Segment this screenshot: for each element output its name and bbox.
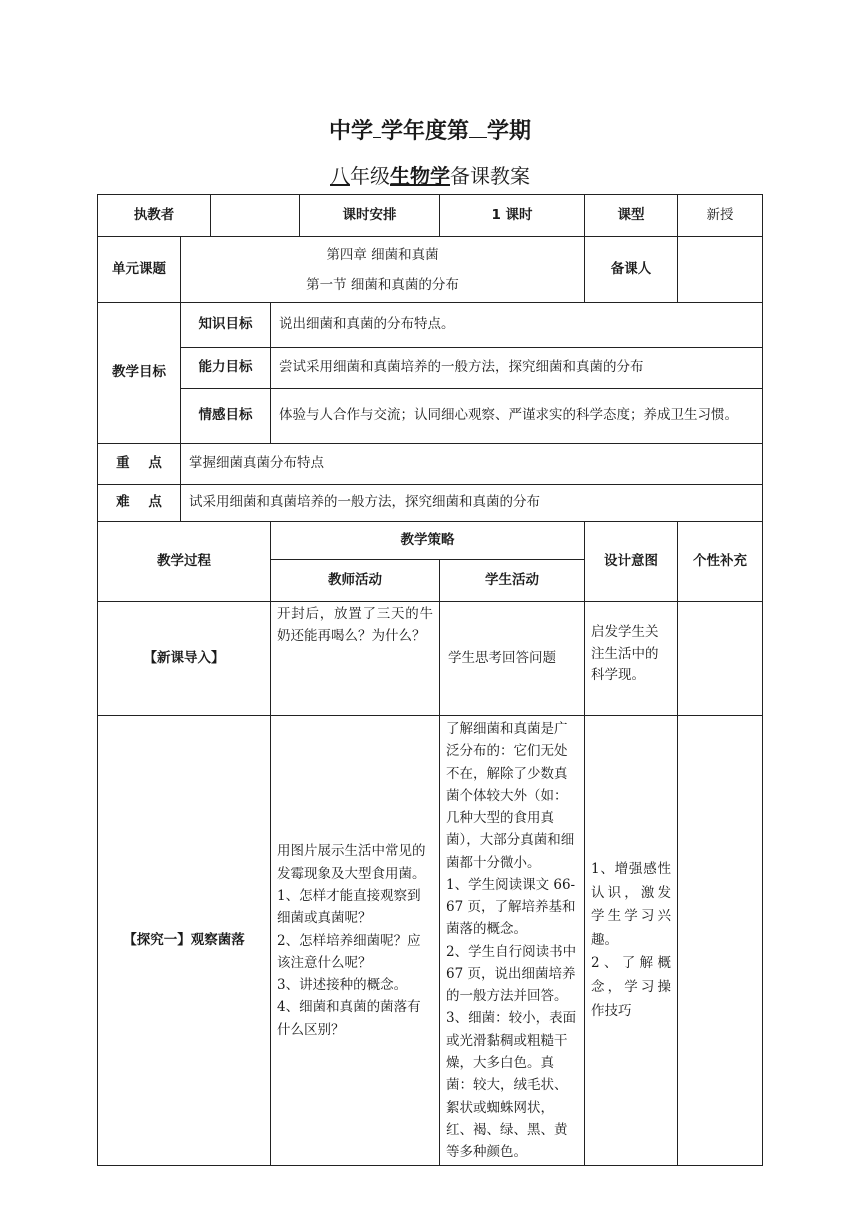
process-label: 教学过程 [98,522,271,602]
explore-teacher-line: 1、怎样才能直接观察到细菌或真菌呢？ [277,887,421,927]
subtitle-subject: 生物学 [390,164,450,188]
goal-row-emotion [98,389,763,444]
intro-supplement [678,602,763,716]
supplement-label: 个性补充 [678,522,763,602]
intro-student-activity: 学生思考回答问题 [440,602,585,716]
lesson-plan-table [97,194,763,1166]
title-blank-term [469,119,487,138]
student-activity-label: 学生活动 [440,560,585,602]
emotion-goal-text: 体验与人合作与交流；认同细心观察、严谨求实的科学态度；养成卫生习惯。 [271,389,763,444]
explore-student-line: 1、学生阅读课文 66-67 页，了解培养基和菌落的概念。 [446,876,576,938]
explore-student-line: 了解细菌和真菌是广泛分布的：它们无处不在，解除了少数真菌个体较大外（如：几种大型的食用真菌），大部分真菌和细菌都十分微小。 [446,721,575,871]
explore-stage: 【探究一】观察菌落 [98,716,271,1166]
subtitle-tail: 备课教案 [450,164,530,188]
difficulty-row [98,485,763,522]
teacher-label: 执教者 [98,195,211,237]
intro-row [98,602,763,716]
knowledge-goal-text: 说出细菌和真菌的分布特点。 [271,303,763,348]
unit-topic [181,237,585,303]
intro-design-text: 启发学生关注生活中的科学现。 [591,624,659,684]
teacher-value [211,195,300,237]
type-value: 新授 [678,195,763,237]
emotion-goal-label: 情感目标 [181,389,271,444]
hours-value: 1 课时 [440,195,585,237]
intro-design-intent [585,602,678,716]
info-row [98,195,763,237]
strategy-label: 教学策略 [271,522,585,560]
ability-goal-label: 能力目标 [181,348,271,389]
intro-teacher-text: 开封后，放置了三天的牛奶还能再喝么？为什么？ [277,606,433,644]
page-title [0,114,860,145]
knowledge-goal-label: 知识目标 [181,303,271,348]
ability-goal-text: 尝试采用细菌和真菌培养的一般方法，探究细菌和真菌的分布 [271,348,763,389]
title-year: 学年度第 [380,119,469,144]
difficulty-label: 难 点 [98,485,181,522]
page-subtitle [0,160,860,189]
preparer-label: 备课人 [585,237,678,303]
explore-student-activity [440,716,585,1166]
intro-stage: 【新课导入】 [98,602,271,716]
explore-teacher-line: 4、细菌和真菌的菌落有什么区别？ [277,999,421,1038]
explore-supplement [678,716,763,1166]
unit-row [98,237,763,303]
intro-teacher-activity [271,602,440,716]
type-label: 课型 [585,195,678,237]
explore-teacher-line: 2、怎样培养细菌呢？应该注意什么呢？ [277,932,421,971]
key-point-row [98,444,763,485]
key-point-text: 掌握细菌真菌分布特点 [181,444,763,485]
teacher-activity-label: 教师活动 [271,560,440,602]
design-intent-label: 设计意图 [585,522,678,602]
goal-row-knowledge [98,303,763,348]
key-point-label: 重 点 [98,444,181,485]
title-term: 学期 [487,119,532,144]
goal-row-ability [98,348,763,389]
unit-chapter: 第四章 细菌和真菌 [326,246,439,263]
subtitle-grade: 八 [330,164,350,188]
subtitle-grade-suffix: 年级 [350,164,390,188]
preparer-value [678,237,763,303]
explore-row [98,716,763,1166]
difficulty-text: 试采用细菌和真菌培养的一般方法，探究细菌和真菌的分布 [181,485,763,522]
explore-student-line: 3、细菌：较小，表面或光滑黏稠或粗糙干燥，大多白色。真菌：较大，绒毛状、絮状或蜘蛛网状，红、褐、绿、黑、黄等多种颜色。 [446,1010,577,1161]
explore-design-line: 2、了解概念，学习操作技巧 [591,955,671,1019]
unit-section: 第一节 细菌和真菌的分布 [306,276,459,293]
explore-teacher-line: 用图片展示生活中常见的发霉现象及大型食用菌。 [277,843,426,882]
title-school: 中学 [328,119,373,144]
goals-label: 教学目标 [98,303,181,444]
explore-teacher-activity [271,716,440,1166]
explore-design-line: 1、增强感性认识，激发学生学习兴趣。 [591,860,671,948]
hours-label: 课时安排 [300,195,440,237]
process-header-row-1 [98,522,763,560]
title-blank-year [373,119,381,138]
explore-design-intent [585,716,678,1166]
explore-teacher-line: 3、讲述接种的概念。 [277,977,408,994]
explore-student-line: 2、学生自行阅读书中 67 页，说出细菌培养的一般方法并回答。 [446,943,577,1005]
unit-label: 单元课题 [98,237,181,303]
